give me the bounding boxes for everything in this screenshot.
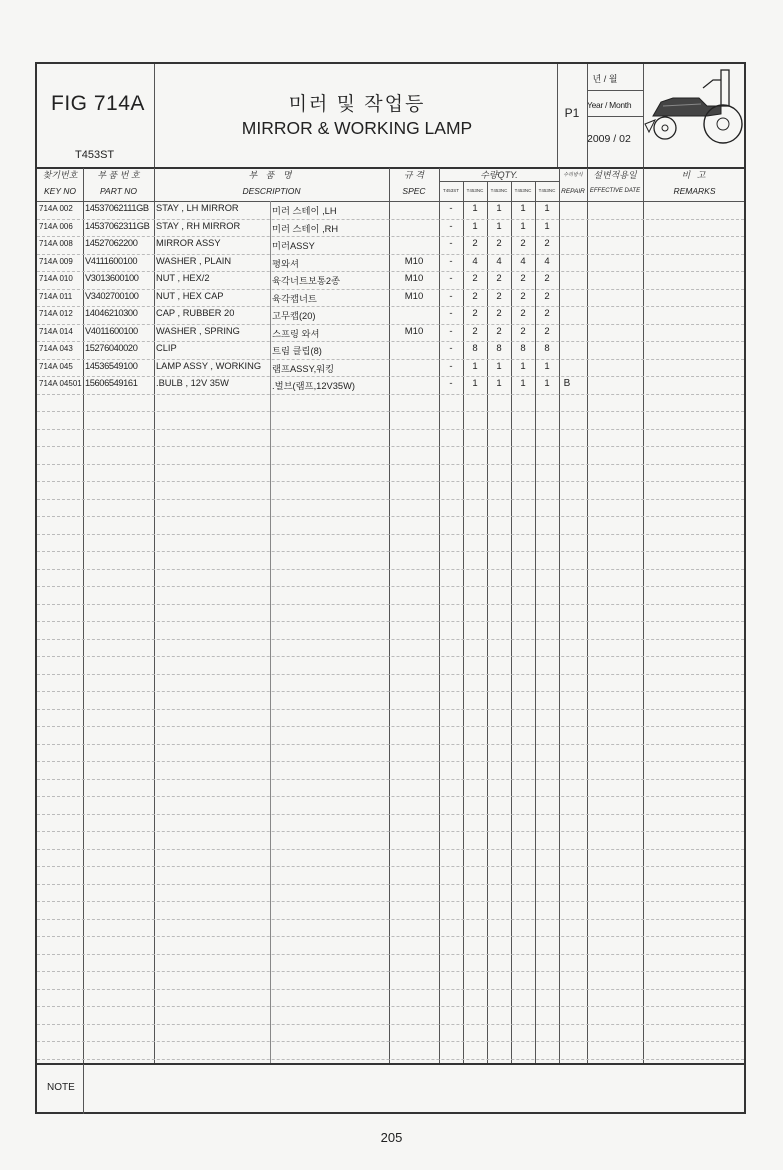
key-no: 714A 002	[39, 204, 73, 213]
qty-value: 2	[496, 308, 502, 319]
page-number: 205	[380, 1130, 403, 1145]
description-korean: 육각너트보통2종	[272, 276, 341, 286]
year-month-label-ko: 년 / 월	[592, 74, 618, 84]
qty-value: 2	[520, 325, 526, 337]
qty-value: 2	[472, 273, 478, 284]
qty-value: 2	[472, 238, 478, 249]
qty-value: -	[449, 378, 453, 389]
year-month-label-en: Year / Month	[587, 100, 632, 110]
description: STAY , RH MIRROR	[156, 220, 241, 231]
table-row	[37, 254, 744, 272]
parts-table-frame	[35, 62, 746, 1114]
part-no: 14527062200	[85, 238, 138, 248]
col-qty-model-4: T453NC	[514, 188, 532, 193]
qty-value: 1	[472, 220, 478, 232]
qty-value: 8	[520, 343, 526, 354]
description-korean: 육각캡너트	[272, 293, 317, 304]
qty-value: 1	[520, 203, 526, 214]
description: LAMP ASSY , WORKING	[156, 360, 262, 371]
title-korean: 미러 및 작업등	[288, 94, 426, 115]
qty-value: 1	[544, 203, 550, 214]
qty-value: 2	[472, 308, 478, 319]
table-row	[37, 324, 744, 342]
note-label: NOTE	[47, 1082, 75, 1093]
qty-value: 1	[544, 220, 550, 232]
description-korean: 스프링 와셔	[272, 328, 320, 339]
col-repair-en: REPAIR	[561, 188, 585, 195]
qty-value: 8	[544, 343, 550, 354]
qty-value: 2	[472, 290, 478, 302]
qty-value: 2	[544, 308, 550, 319]
description-korean: 트림 클립(8)	[272, 346, 322, 356]
description-korean: .벌브(램프,12V35W)	[272, 381, 355, 391]
qty-value: 1	[472, 378, 478, 389]
qty-value: 2	[520, 238, 526, 249]
description-korean: 미러 스테이 ,RH	[272, 223, 339, 234]
qty-value: 2	[544, 273, 550, 284]
col-part-ko: 부 품 번 호	[97, 170, 140, 180]
qty-value: 1	[544, 360, 550, 372]
table-row	[37, 341, 744, 359]
qty-value: 1	[472, 203, 478, 214]
description-korean: 고무캡(20)	[272, 311, 316, 321]
table-row	[37, 219, 744, 237]
key-no: 714A 014	[39, 326, 73, 336]
description: STAY , LH MIRROR	[156, 203, 239, 213]
qty-value: 1	[520, 220, 526, 232]
qty-value: 8	[496, 343, 502, 354]
col-part-en: PART NO	[100, 186, 137, 196]
key-no: 714A 011	[39, 291, 73, 301]
part-no: V4011600100	[85, 325, 138, 336]
col-desc-en: DESCRIPTION	[242, 186, 301, 196]
qty-value: 2	[520, 308, 526, 319]
table-row	[37, 201, 744, 219]
qty-value: 1	[496, 220, 502, 232]
model-name: T453ST	[75, 149, 115, 161]
qty-value: 2	[544, 290, 550, 302]
part-no: 15606549161	[85, 378, 138, 388]
description: .BULB , 12V 35W	[156, 378, 229, 388]
col-remarks-en: REMARKS	[673, 186, 716, 196]
description: WASHER , PLAIN	[156, 255, 232, 266]
qty-value: 1	[520, 378, 526, 389]
page-code: P1	[564, 106, 580, 120]
col-key-en: KEY NO	[44, 186, 76, 196]
qty-value: 1	[544, 378, 550, 389]
qty-value: 4	[472, 255, 478, 267]
qty-value: -	[449, 290, 453, 302]
repair-code: B	[563, 378, 571, 389]
year-month-value: 2009 / 02	[587, 133, 631, 145]
key-no: 714A 006	[39, 221, 73, 231]
qty-value: 1	[496, 378, 502, 389]
qty-value: -	[449, 360, 453, 372]
key-no: 714A 009	[39, 256, 73, 266]
qty-value: 2	[496, 273, 502, 284]
part-no: V3402700100	[85, 290, 139, 301]
key-no: 714A 008	[39, 239, 73, 248]
tractor-icon	[643, 68, 743, 148]
qty-value: -	[449, 325, 453, 337]
qty-value: -	[449, 343, 453, 354]
table-row	[37, 376, 744, 394]
spec: M10	[404, 290, 424, 302]
qty-value: 8	[472, 343, 478, 354]
description-korean: 램프ASSY,워킹	[272, 363, 335, 374]
qty-value: 2	[520, 273, 526, 284]
col-spec-en: SPEC	[402, 186, 426, 196]
part-no: V4111600100	[85, 255, 138, 266]
description: NUT , HEX CAP	[156, 290, 224, 301]
spec: M10	[404, 255, 424, 267]
col-qty-ko: 수량QTY.	[480, 170, 518, 180]
key-no: 714A 04501	[39, 379, 82, 388]
table-row	[37, 306, 744, 324]
col-eff-ko: 설변적용일	[593, 170, 637, 180]
qty-value: 2	[496, 290, 502, 302]
col-qty-model-3: T453NC	[490, 188, 508, 193]
qty-value: -	[449, 308, 453, 319]
fig-number: FIG 714A	[51, 92, 145, 115]
qty-value: -	[449, 273, 453, 284]
qty-value: 1	[496, 360, 502, 372]
description-korean: 평와셔	[272, 258, 299, 269]
table-row	[37, 289, 744, 307]
col-remarks-ko: 비 고	[681, 170, 708, 180]
qty-value: 2	[544, 238, 550, 249]
col-qty-model-2: T453NC	[466, 188, 484, 193]
description-korean: 미러ASSY	[272, 241, 315, 251]
table-row	[37, 271, 744, 289]
qty-value: 4	[520, 255, 526, 267]
qty-value: 4	[544, 255, 550, 267]
qty-value: -	[449, 238, 453, 249]
qty-value: -	[449, 220, 453, 232]
qty-value: 1	[520, 360, 526, 372]
part-no: 14537062111GB	[85, 203, 149, 213]
part-no: 14536549100	[85, 360, 138, 371]
col-repair-ko: 수리방식	[563, 172, 583, 178]
part-no: V3013600100	[85, 273, 139, 283]
col-qty-model-1: T453ST	[442, 188, 459, 193]
qty-value: 1	[472, 360, 478, 372]
description-korean: 미러 스테이 ,LH	[272, 206, 337, 216]
key-no: 714A 045	[39, 361, 73, 371]
description: NUT , HEX/2	[156, 273, 210, 283]
title-english: MIRROR & WORKING LAMP	[241, 118, 473, 138]
part-no: 14537062311GB	[85, 220, 150, 231]
qty-value: 2	[496, 238, 502, 249]
description: CLIP	[156, 343, 177, 353]
qty-value: -	[449, 203, 453, 214]
spec: M10	[404, 325, 424, 337]
col-key-ko: 찾기번호	[42, 170, 78, 180]
qty-value: 2	[544, 325, 550, 337]
table-row	[37, 359, 744, 377]
key-no: 714A 012	[39, 309, 73, 318]
spec: M10	[404, 273, 424, 284]
qty-value: -	[449, 255, 453, 267]
key-no: 714A 043	[39, 344, 73, 353]
col-eff-en: EFFECTIVE DATE	[589, 188, 641, 194]
col-desc-ko: 부 품 명	[248, 170, 295, 180]
description: MIRROR ASSY	[156, 238, 221, 248]
part-no: 14046210300	[85, 308, 138, 318]
qty-value: 2	[496, 325, 502, 337]
qty-value: 2	[520, 290, 526, 302]
description: WASHER , SPRING	[156, 325, 240, 336]
qty-value: 1	[496, 203, 502, 214]
table-row	[37, 236, 744, 254]
col-qty-model-5: T453NC	[538, 188, 556, 193]
qty-value: 4	[496, 255, 502, 267]
description: CAP , RUBBER 20	[156, 308, 235, 318]
key-no: 714A 010	[39, 274, 73, 283]
qty-value: 2	[472, 325, 478, 337]
col-spec-ko: 규 격	[404, 170, 424, 180]
part-no: 15276040020	[85, 343, 138, 353]
